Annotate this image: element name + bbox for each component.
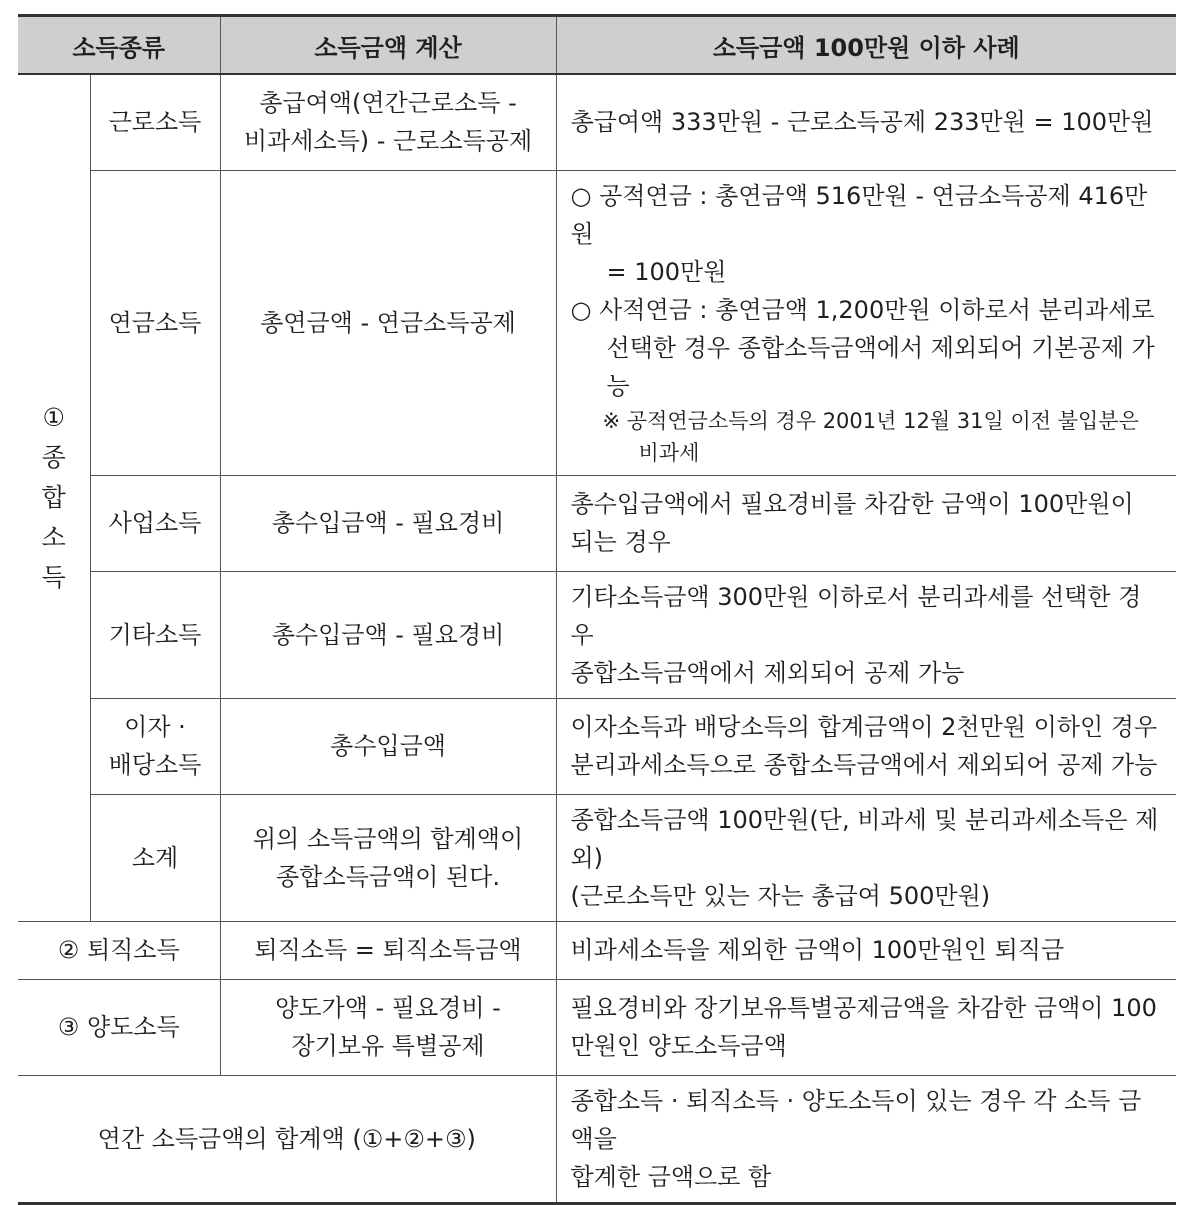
example-line: (근로소득만 있는 자는 총급여 500만원) <box>570 881 991 910</box>
group-char: ① <box>42 402 65 432</box>
example-subtotal <box>556 794 1176 921</box>
header-example: 소득금액 100만원 이하 사례 <box>556 16 1176 75</box>
example-line: 종합소득 · 퇴직소득 · 양도소득이 있는 경우 각 소득 금액을 <box>570 1086 1142 1153</box>
private-pension-line-cont: 선택한 경우 종합소득금액에서 제외되어 기본공제 가능 <box>606 333 1155 400</box>
example-interest-dividend-income <box>556 698 1176 794</box>
type-retirement-income: ② 퇴직소득 <box>18 921 220 979</box>
type-interest-dividend-income <box>90 698 220 794</box>
calc-line: 총급여액(연간근로소득 - <box>259 89 517 118</box>
example-line: 만원인 양도소득금액 <box>570 1032 787 1060</box>
calc-subtotal <box>220 794 556 921</box>
calc-wage-income <box>220 74 556 170</box>
calc-line: 종합소득금액이 된다. <box>276 862 500 891</box>
example-wage-income: 총급여액 333만원 - 근로소득공제 233만원 = 100만원 <box>556 74 1176 170</box>
public-pension-line: ○ 공적연금 : 총연금액 516만원 - 연금소득공제 416만원 <box>570 181 1148 248</box>
example-line: 합계한 금액으로 함 <box>570 1162 772 1191</box>
table-row <box>18 170 1176 475</box>
table-header-row <box>18 16 1176 75</box>
calc-line: 위의 소득금액의 합계액이 <box>252 824 524 853</box>
type-line: 배당소득 <box>108 751 202 779</box>
example-business-income <box>556 475 1176 571</box>
example-line: 기타소득금액 300만원 이하로서 분리과세를 선택한 경우 <box>570 582 1142 649</box>
header-income-type: 소득종류 <box>18 16 220 75</box>
group-char: 소 <box>41 522 66 552</box>
table-row <box>18 794 1176 921</box>
calc-line: 비과세소득) - 근로소득공제 <box>243 127 533 156</box>
example-total-annual-income <box>556 1075 1176 1203</box>
type-subtotal: 소계 <box>90 794 220 921</box>
example-pension-income <box>556 170 1176 475</box>
calc-pension-income: 총연금액 - 연금소득공제 <box>220 170 556 475</box>
calc-interest-dividend-income: 총수입금액 <box>220 698 556 794</box>
calc-other-income: 총수입금액 - 필요경비 <box>220 571 556 698</box>
private-pension-line: ○ 사적연금 : 총연금액 1,200만원 이하로서 분리과세로 <box>570 295 1155 324</box>
pension-note: ※ 공적연금소득의 경우 2001년 12월 31일 이전 불입분은 <box>602 408 1139 433</box>
type-line: 이자 · <box>124 713 186 741</box>
table-row <box>18 74 1176 170</box>
calc-line: 장기보유 특별공제 <box>291 1032 485 1060</box>
table-row <box>18 571 1176 698</box>
income-amount-table <box>18 14 1176 1205</box>
calc-retirement-income: 퇴직소득 = 퇴직소득금액 <box>220 921 556 979</box>
group-char: 득 <box>41 562 66 592</box>
type-wage-income: 근로소득 <box>90 74 220 170</box>
type-pension-income: 연금소득 <box>90 170 220 475</box>
example-other-income <box>556 571 1176 698</box>
example-line: 종합소득금액 100만원(단, 비과세 및 분리과세소득은 제외) <box>570 805 1159 872</box>
table-row <box>18 1075 1176 1203</box>
group-comprehensive-income-label <box>18 74 90 921</box>
total-annual-income-label: 연간 소득금액의 합계액 (①+②+③) <box>18 1075 556 1203</box>
example-line: 필요경비와 장기보유특별공제금액을 차감한 금액이 100 <box>570 994 1157 1022</box>
example-transfer-income <box>556 979 1176 1075</box>
table-row <box>18 475 1176 571</box>
group-char: 종 <box>41 442 66 472</box>
example-line: 이자소득과 배당소득의 합계금액이 2천만원 이하인 경우 <box>570 713 1158 741</box>
calc-line: 양도가액 - 필요경비 - <box>275 994 501 1022</box>
example-line: 총수입금액에서 필요경비를 차감한 금액이 100만원이 <box>570 490 1134 518</box>
table-row <box>18 979 1176 1075</box>
example-line: 되는 경우 <box>570 528 671 556</box>
type-business-income: 사업소득 <box>90 475 220 571</box>
calc-transfer-income <box>220 979 556 1075</box>
calc-business-income: 총수입금액 - 필요경비 <box>220 475 556 571</box>
example-line: 종합소득금액에서 제외되어 공제 가능 <box>570 658 965 687</box>
table-row <box>18 698 1176 794</box>
example-line: 분리과세소득으로 종합소득금액에서 제외되어 공제 가능 <box>570 751 1158 779</box>
type-transfer-income: ③ 양도소득 <box>18 979 220 1075</box>
group-char: 합 <box>41 482 66 512</box>
header-income-calculation: 소득금액 계산 <box>220 16 556 75</box>
public-pension-line-cont: = 100만원 <box>606 257 727 286</box>
type-other-income: 기타소득 <box>90 571 220 698</box>
pension-note-cont: 비과세 <box>638 440 700 465</box>
income-table-wrapper <box>18 14 1176 1205</box>
example-retirement-income: 비과세소득을 제외한 금액이 100만원인 퇴직금 <box>556 921 1176 979</box>
table-row <box>18 921 1176 979</box>
